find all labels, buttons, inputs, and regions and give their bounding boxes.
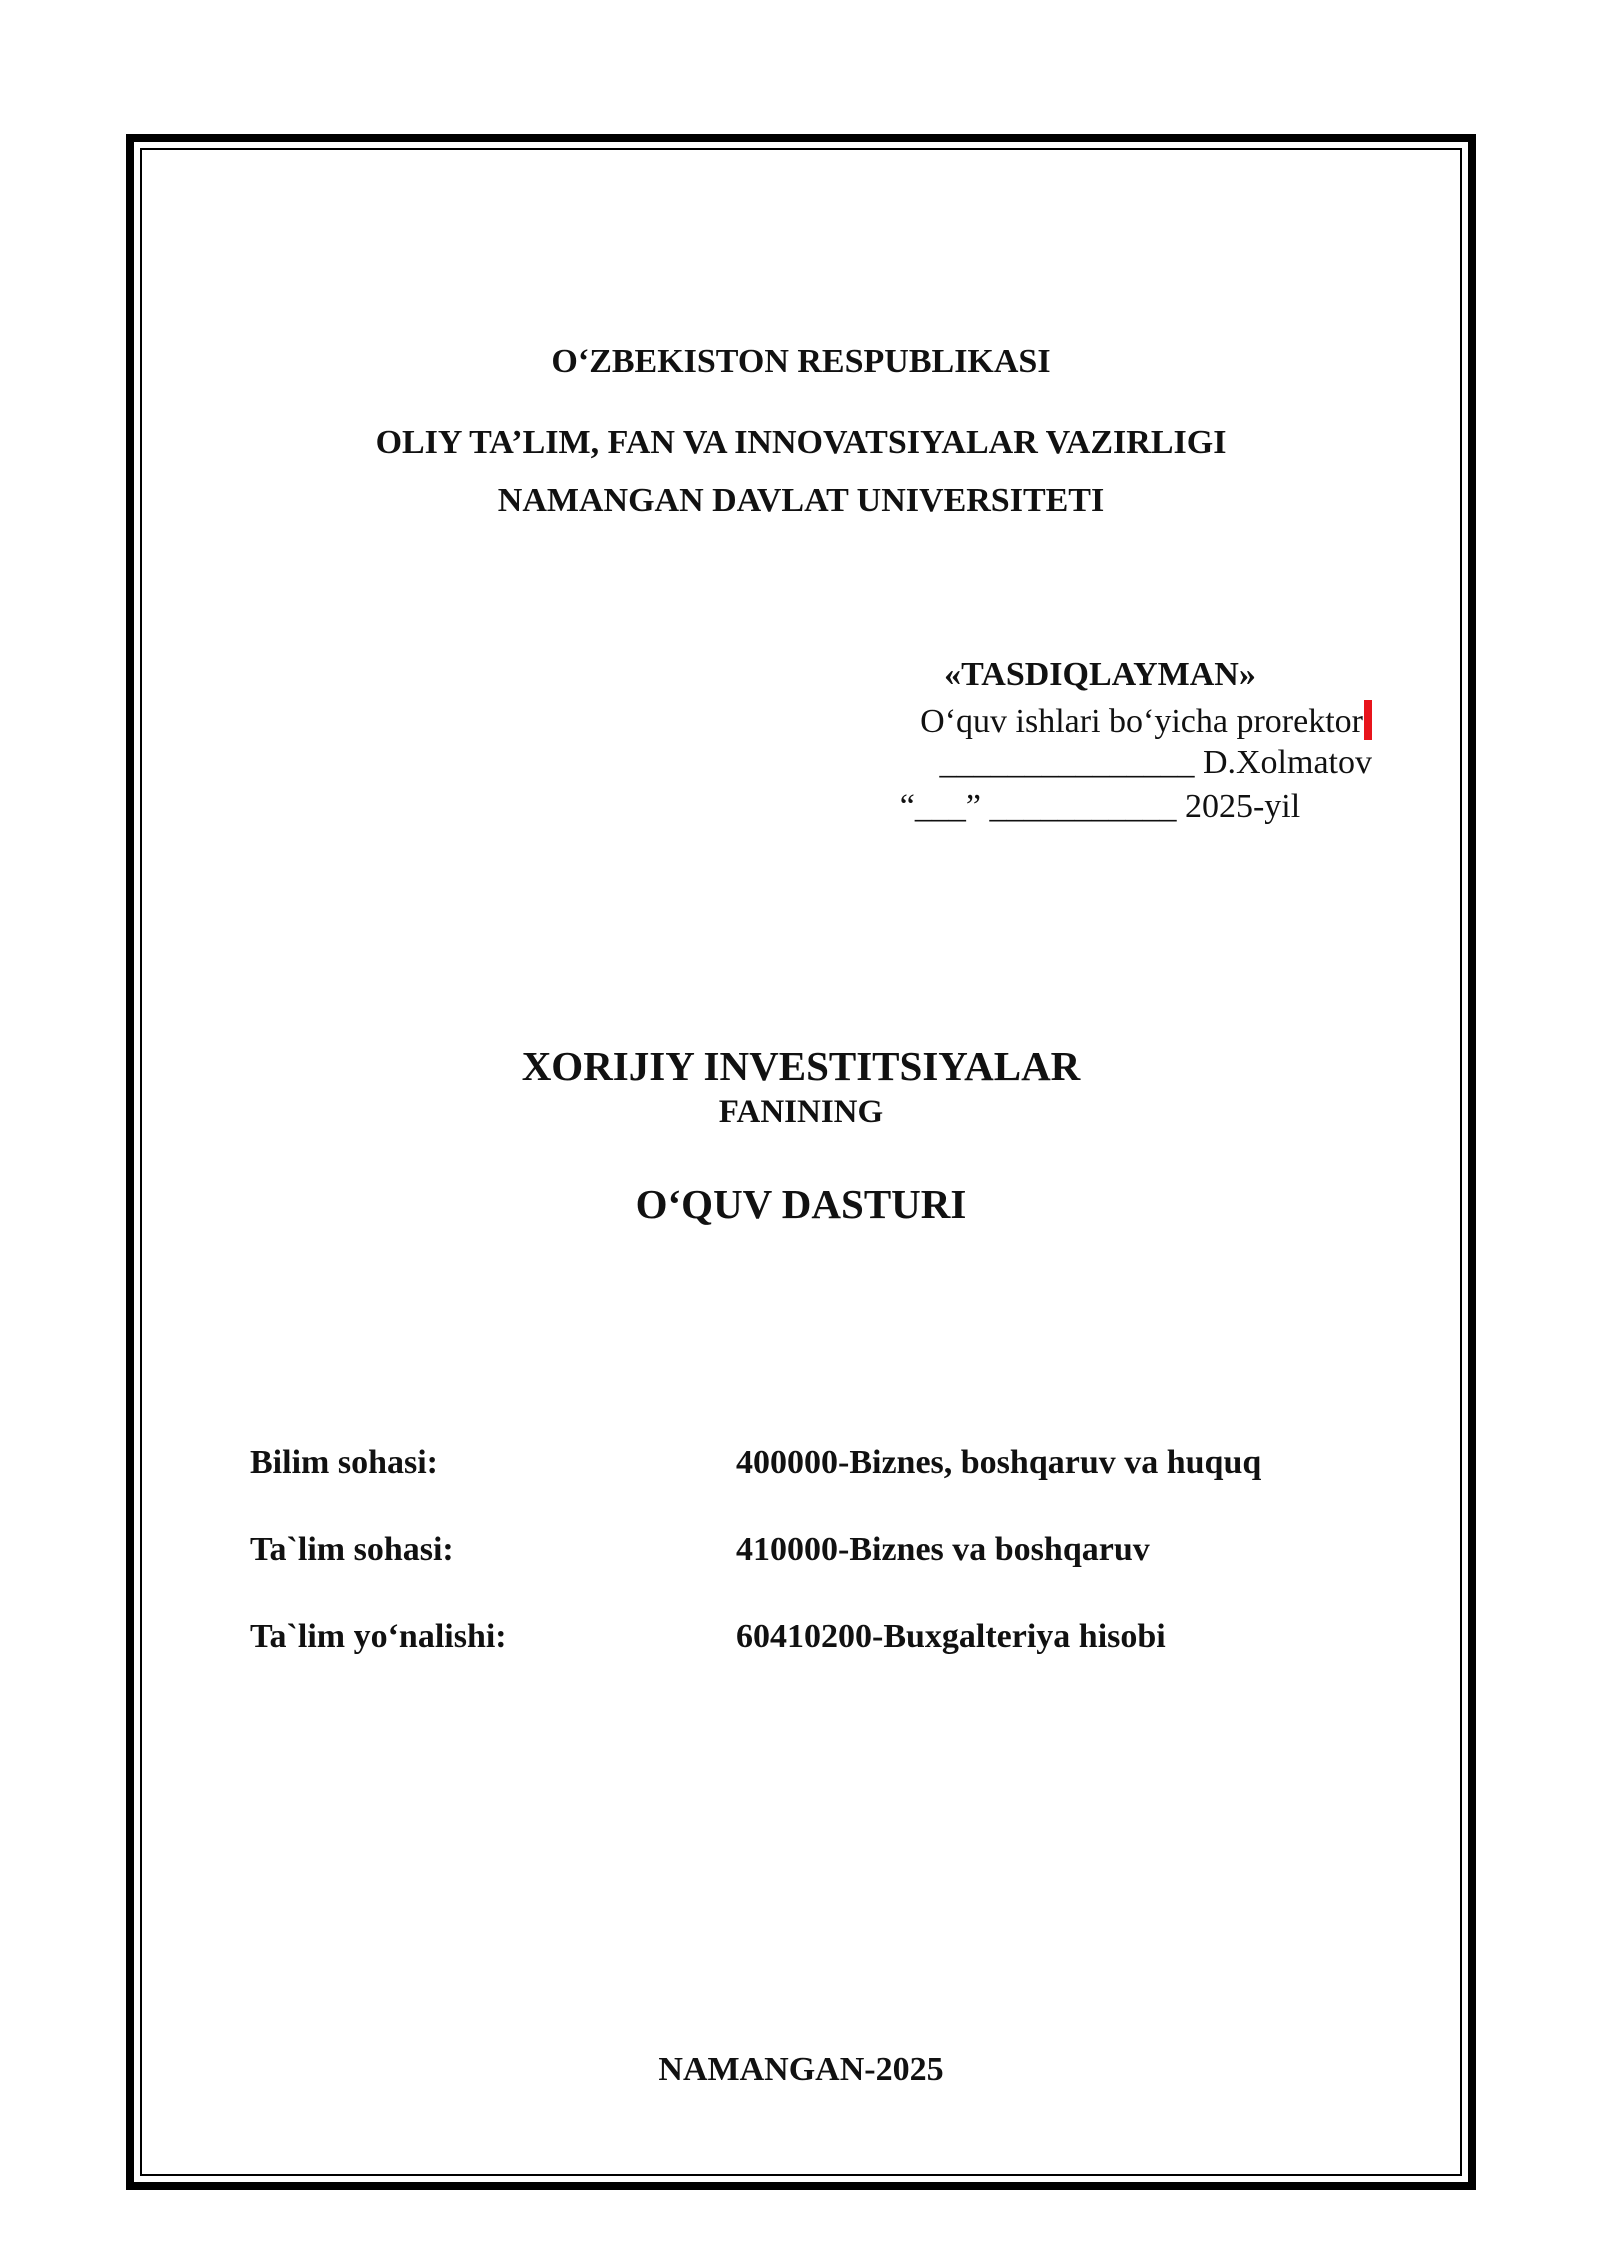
field-label-knowledge-area: Bilim sohasi: <box>250 1444 438 1481</box>
document-type-title: O‘QUV DASTURI <box>635 1181 967 1227</box>
university-heading: NAMANGAN DAVLAT UNIVERSITETI <box>497 482 1105 519</box>
approval-position-text: O‘quv ishlari bo‘yicha prorektor <box>920 703 1363 740</box>
field-label-education-direction: Ta`lim yo‘nalishi: <box>250 1618 507 1655</box>
subject-title: XORIJIY INVESTITSIYALAR <box>521 1043 1081 1089</box>
ministry-heading: OLIY TA’LIM, FAN VA INNOVATSIYALAR VAZIRLIGI <box>375 424 1227 461</box>
red-marker <box>1364 700 1372 740</box>
approval-date-line: “___” ___________ 2025-yil <box>899 788 1301 825</box>
field-value-education-direction: 60410200-Buxgalteriya hisobi <box>736 1618 1166 1655</box>
field-label-education-area: Ta`lim sohasi: <box>250 1531 454 1568</box>
field-value-education-area: 410000-Biznes va boshqaruv <box>736 1531 1150 1568</box>
approval-position <box>820 700 1372 741</box>
footer-place-year: NAMANGAN-2025 <box>658 2051 944 2088</box>
country-heading: O‘ZBEKISTON RESPUBLIKASI <box>551 343 1051 380</box>
subject-suffix: FANINING <box>718 1094 884 1130</box>
approval-heading: «TASDIQLAYMAN» <box>944 656 1256 693</box>
field-value-knowledge-area: 400000-Biznes, boshqaruv va huquq <box>736 1444 1262 1481</box>
approval-signature-line: _______________ D.Xolmatov <box>939 744 1372 781</box>
